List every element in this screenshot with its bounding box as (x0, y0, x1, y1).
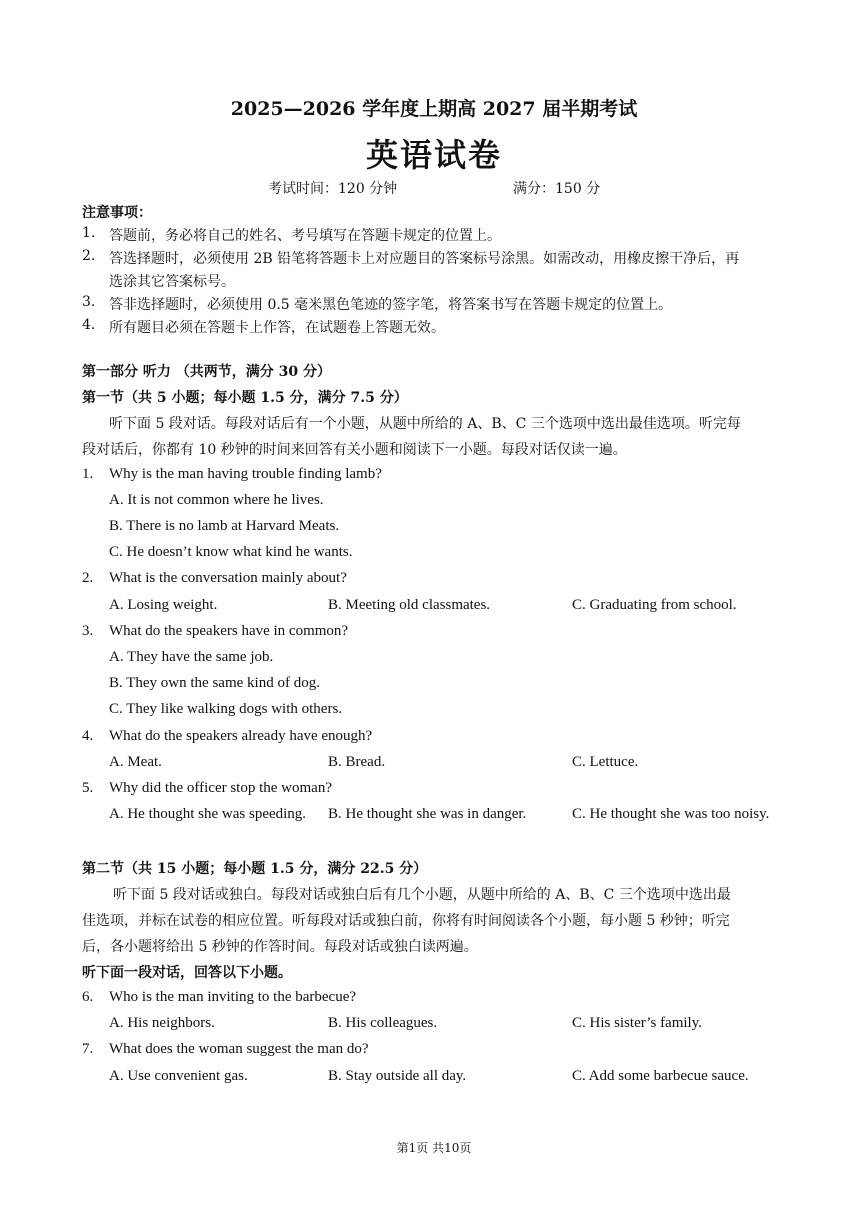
question-number: 1. (82, 466, 94, 482)
section2-instructions-continued: 后，各小题将给出 5 秒钟的作答时间。每段对话或独白读两遍。 (82, 939, 478, 955)
dialogue-subheading: 听下面一段对话，回答以下小题。 (82, 965, 292, 981)
note-text: 答题前，务必将自己的姓名、考号填写在答题卡规定的位置上。 (109, 228, 501, 244)
option-c: C. His sister’s family. (572, 1015, 702, 1031)
section1-heading: 第一节（共 5 小题；每小题 1.5 分，满分 7.5 分） (82, 390, 408, 406)
option-b: B. His colleagues. (328, 1015, 438, 1031)
section2-heading: 第二节（共 15 小题；每小题 1.5 分，满分 22.5 分） (82, 861, 428, 877)
note-number: 1. (82, 225, 96, 241)
option-a: A. He thought she was speeding. (109, 806, 307, 822)
question-stem: Why is the man having trouble finding lamb? (109, 466, 382, 482)
option-a: A. Use convenient gas. (109, 1068, 248, 1084)
question-number: 4. (82, 728, 94, 744)
question-number: 7. (82, 1041, 94, 1057)
subject-title: 英语试卷 (365, 136, 502, 174)
option-c: C. Lettuce. (572, 754, 639, 770)
option-b: B. Meeting old classmates. (328, 597, 491, 613)
question-number: 2. (82, 570, 94, 586)
note-text: 所有题目必须在答题卡上作答，在试题卷上答题无效。 (109, 320, 445, 336)
option-a: A. His neighbors. (109, 1015, 215, 1031)
option-c: C. Add some barbecue sauce. (572, 1068, 749, 1084)
question-number: 3. (82, 623, 94, 639)
option-b: B. Stay outside all day. (328, 1068, 467, 1084)
page-footer: 第1页 共10页 (396, 1141, 472, 1155)
section1-instructions: 听下面 5 段对话。每段对话后有一个小题，从题中所给的 A、B、C 三个选项中选出最佳选项。听完每 (109, 416, 741, 432)
option-c: C. Graduating from school. (572, 597, 737, 613)
option-b: B. There is no lamb at Harvard Meats. (109, 518, 340, 534)
option-c: C. He doesn’t know what kind he wants. (109, 544, 353, 560)
question-stem: What is the conversation mainly about? (109, 570, 347, 586)
option-b: B. He thought she was in danger. (328, 806, 527, 822)
option-a: A. Meat. (109, 754, 162, 770)
question-stem: Why did the officer stop the woman? (109, 780, 332, 796)
option-b: B. They own the same kind of dog. (109, 675, 320, 691)
section2-instructions: 听下面 5 段对话或独白。每段对话或独白后有几个小题，从题中所给的 A、B、C 三个选项中选出最 (113, 887, 731, 903)
question-number: 6. (82, 989, 94, 1005)
notes-heading: 注意事项： (82, 205, 152, 221)
note-text: 答选择题时，必须使用 2B 铅笔将答题卡上对应题目的答案标号涂黑。如需改动，用橡皮擦干净后，再 (109, 251, 740, 267)
note-number: 2. (82, 248, 96, 264)
question-stem: What do the speakers already have enough? (109, 728, 373, 744)
option-b: B. Bread. (328, 754, 386, 770)
note-text: 答非选择题时，必须使用 0.5 毫米黑色笔迹的签字笔，将答案书写在答题卡规定的位置上。 (109, 297, 673, 313)
question-stem: Who is the man inviting to the barbecue? (109, 989, 357, 1005)
option-a: A. They have the same job. (109, 649, 274, 665)
note-text-continued: 选涂其它答案标号。 (109, 274, 235, 290)
exam-title: 2025—2026 学年度上期高 2027 届半期考试 (230, 98, 638, 120)
exam-time: 考试时间：120 分钟 (268, 181, 398, 197)
question-stem: What does the woman suggest the man do? (109, 1041, 369, 1057)
note-number: 3. (82, 294, 96, 310)
section2-instructions-continued: 佳选项，并标在试卷的相应位置。听每段对话或独白前，你将有时间阅读各个小题，每小题 5 秒钟；听完 (82, 913, 730, 929)
question-stem: What do the speakers have in common? (109, 623, 349, 639)
option-a: A. Losing weight. (109, 597, 218, 613)
question-number: 5. (82, 780, 94, 796)
option-c: C. They like walking dogs with others. (109, 701, 343, 717)
option-a: A. It is not common where he lives. (109, 492, 324, 508)
note-number: 4. (82, 317, 96, 333)
full-score: 满分：150 分 (513, 181, 601, 197)
option-c: C. He thought she was too noisy. (572, 806, 770, 822)
section1-instructions-continued: 段对话后，你都有 10 秒钟的时间来回答有关小题和阅读下一小题。每段对话仅读一遍。 (82, 442, 627, 458)
part1-heading: 第一部分 听力 （共两节，满分 30 分） (82, 364, 331, 380)
